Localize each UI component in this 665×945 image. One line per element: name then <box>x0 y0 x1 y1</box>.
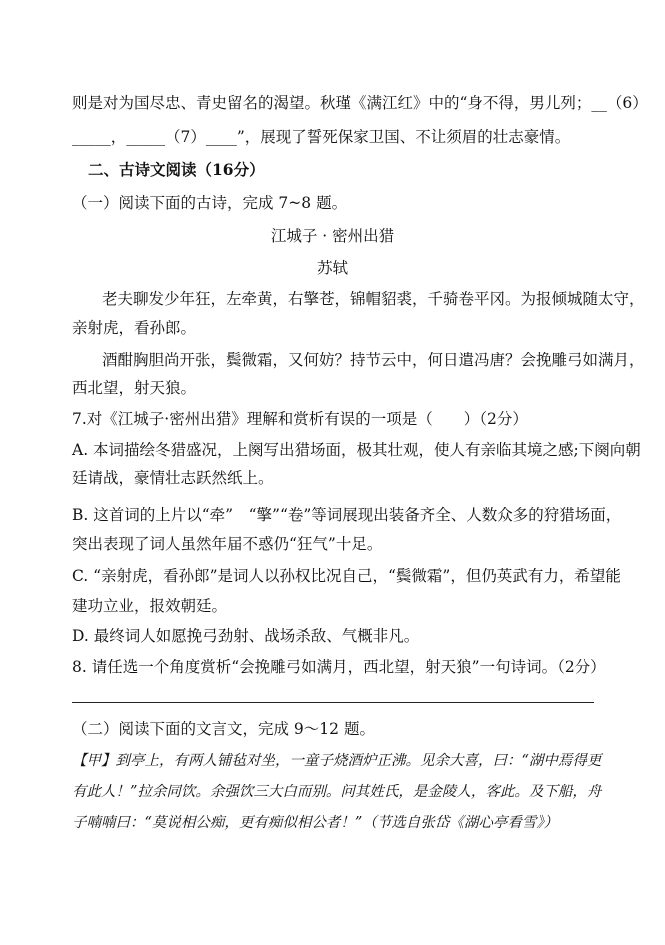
fill-in-line-1: 则是对为国尽忠、青史留名的渴望。秋瑾《满江红》中的“身不得，男儿列；__（6） <box>72 94 648 112</box>
question7-option-b-line1: B. 这首词的上片以“牵” “擎”“卷”等词展现出装备齐全、人数众多的狩猎场面， <box>72 506 622 524</box>
answer-line <box>72 702 594 703</box>
part1-intro: （一）阅读下面的古诗，完成 7~8 题。 <box>72 194 348 212</box>
fill-in-line-2: _____，_____（7）____”，展现了誓死保家卫国、不让须眉的壮志豪情。 <box>72 128 571 146</box>
poem-stanza2-line2: 西北望，射天狼。 <box>72 379 197 397</box>
question7-option-a-line1: A. 本词描绘冬猎盛况，上阕写出猎场面，极其壮观，使人有亲临其境之感;下阕向朝 <box>72 441 641 459</box>
classical-text-line3: 子喃喃曰：“莫说相公痴，更有痴似相公者！”（节选自张岱《湖心亭看雪》） <box>72 815 559 831</box>
question7-stem: 7.对《江城子·密州出猎》理解和赏析有误的一项是（ ）（2分） <box>72 410 528 428</box>
question7-option-b-line2: 突出表现了词人虽然年届不惑仍“狂气”十足。 <box>72 535 383 553</box>
classical-text-line1: 【甲】到亭上，有两人铺毡对坐，一童子烧酒炉正沸。见余大喜，曰：“湖中焉得更 <box>72 753 602 769</box>
poem-stanza2-line1: 酒酣胸胆尚开张，鬓微霜，又何妨？持节云中，何日遣冯唐？会挽雕弓如满月， <box>102 351 645 369</box>
question7-option-c-line1: C. “亲射虎，看孙郎”是词人以孙权比况自己，“鬓微霜”，但仍英武有力，希望能 <box>72 567 621 585</box>
poem-author: 苏轼 <box>316 259 348 277</box>
poem-stanza1-line2: 亲射虎，看孙郎。 <box>72 319 197 337</box>
classical-text-line2: 有此人！”拉余同饮。余强饮三大白而别。问其姓氏，是金陵人，客此。及下船，舟 <box>72 784 602 800</box>
question8-stem: 8. 请任选一个角度赏析“会挽雕弓如满月，西北望，射天狼”一句诗词。（2分） <box>72 658 606 676</box>
question7-option-d: D. 最终词人如愿挽弓劲射、战场杀敌、气概非凡。 <box>72 627 420 645</box>
question7-option-a-line2: 廷请战，豪情壮志跃然纸上。 <box>72 469 274 487</box>
section-heading: 二、古诗文阅读（16分） <box>88 160 265 179</box>
question7-option-c-line2: 建功立业，报效朝廷。 <box>72 597 228 615</box>
part2-intro: （二）阅读下面的文言文，完成 9～12 题。 <box>72 720 375 738</box>
poem-title: 江城子 · 密州出猎 <box>270 227 395 245</box>
poem-stanza1-line1: 老夫聊发少年狂，左牵黄，右擎苍，锦帽貂裘，千骑卷平冈。为报倾城随太守， <box>102 290 645 308</box>
